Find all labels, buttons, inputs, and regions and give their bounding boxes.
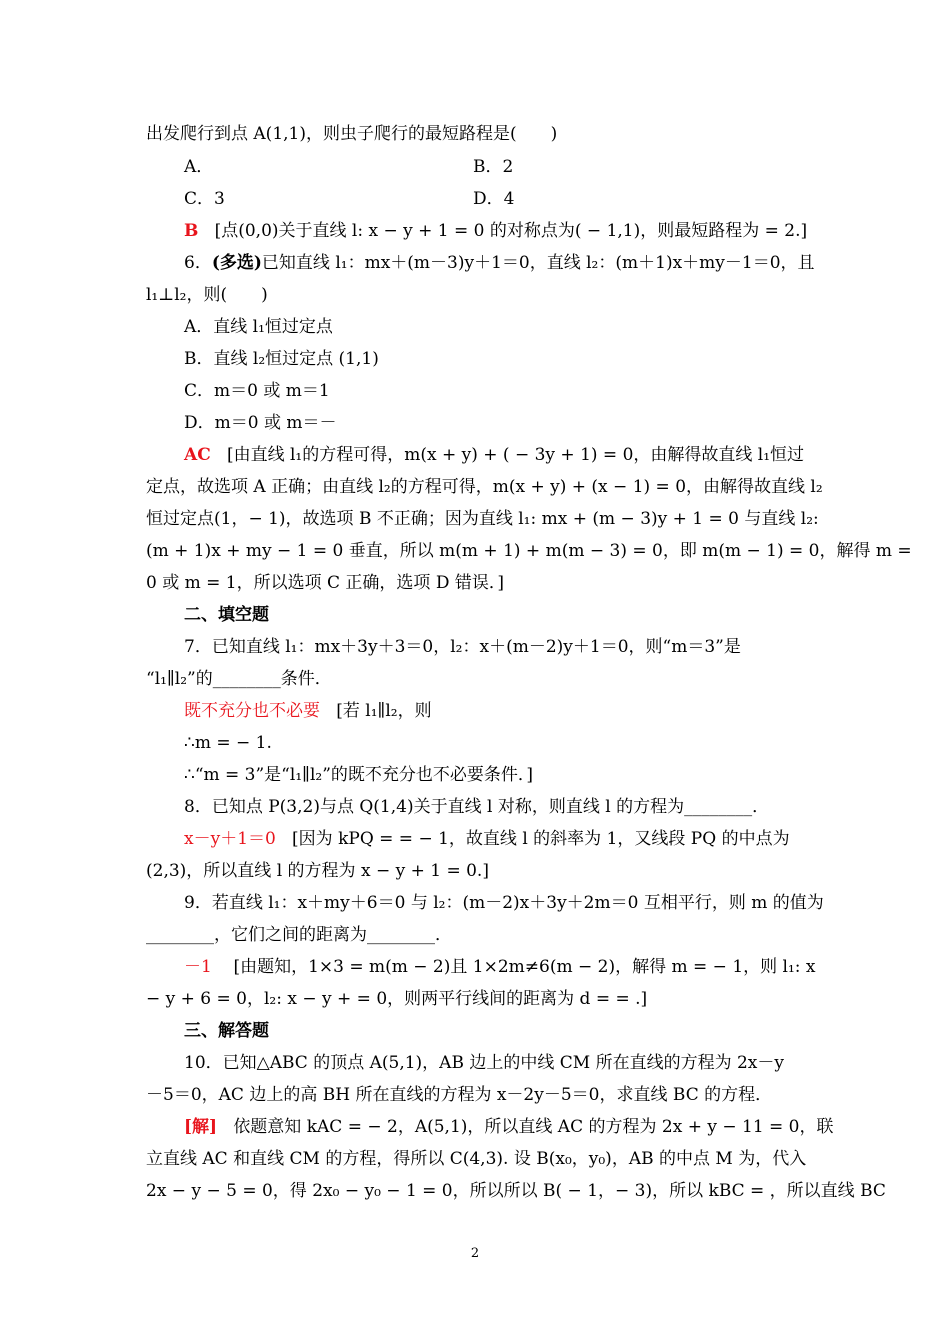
option-d: D．4	[473, 189, 515, 209]
answer-label: －1	[184, 957, 212, 977]
option-a: A．直线 l₁恒过定点	[184, 317, 333, 337]
page-number: 2	[470, 1246, 480, 1261]
question-9: 9．若直线 l₁：x＋my＋6＝0 与 l₂：(m－2)x＋3y＋2m＝0 互相平行，则 m 的值为	[184, 893, 824, 913]
text-line: 立直线 AC 和直线 CM 的方程，得所以 C(4,3). 设 B(x₀，y₀)，AB 的中点 M 为，代入	[146, 1149, 807, 1169]
text-line: “l₁∥l₂”的________条件．	[146, 669, 332, 689]
text-line: 出发爬行到点 A(1,1)，则虫子爬行的最短路程是( )	[146, 124, 558, 144]
option-b: B．直线 l₂恒过定点 (1,1)	[184, 349, 379, 369]
option-c: C．3	[184, 189, 225, 209]
text-line: 2x − y − 5 = 0，得 2x₀ − y₀ − 1 = 0，所以所以 B( − 1，− 3)，所以 kBC = ，所以直线 BC	[146, 1181, 886, 1201]
text-line: 0 或 m = 1，所以选项 C 正确，选项 D 错误．]	[146, 573, 504, 593]
answer-line	[184, 956, 816, 978]
text-line: l₁⊥l₂，则( )	[146, 285, 268, 305]
answer-label: 既不充分也不必要	[184, 701, 320, 721]
text-line: ∴“m = 3”是“l₁∥l₂”的既不充分也不必要条件．]	[184, 765, 534, 785]
section-heading: 二、填空题	[184, 605, 269, 625]
text-line: (m + 1)x + my − 1 = 0 垂直，所以 m(m + 1) + m(m − 3) = 0，即 m(m − 1) = 0，解得 m =	[146, 541, 912, 561]
option-b: B．2	[473, 157, 514, 177]
answer-text: [若 l₁∥l₂，则	[336, 701, 432, 721]
answer-line	[184, 1116, 834, 1138]
question-8: 8．已知点 P(3,2)与点 Q(1,4)关于直线 l 对称，则直线 l 的方程为________．	[184, 797, 770, 817]
answer-text: [由直线 l₁的方程可得，m(x + y) + ( − 3y + 1) = 0，由解得故直线 l₁恒过	[226, 445, 805, 465]
answer-text: [因为 kPQ = = − 1，故直线 l 的斜率为 1，又线段 PQ 的中点为	[292, 829, 790, 849]
answer-line	[184, 828, 790, 850]
text-line: (2,3)，所以直线 l 的方程为 x − y + 1 = 0.]	[146, 861, 489, 881]
question-10: 10．已知△ABC 的顶点 A(5,1)，AB 边上的中线 CM 所在直线的方程为 2x－y	[184, 1053, 784, 1073]
answer-line	[184, 444, 804, 466]
answer-line	[184, 700, 432, 722]
answer-label: B	[184, 221, 199, 241]
text-line: − y + 6 = 0，l₂: x − y + = 0，则两平行线间的距离为 d = = .]	[146, 989, 648, 1009]
option-a: A．	[184, 157, 214, 177]
text-line: 恒过定点(1，− 1)，故选项 B 不正确；因为直线 l₁: mx + (m − 3)y + 1 = 0 与直线 l₂:	[146, 509, 819, 529]
question-number: 6．	[184, 253, 212, 273]
text-line: ∴m = − 1.	[184, 733, 272, 753]
answer-line	[184, 220, 807, 242]
question-text: 已知直线 l₁：mx＋(m－3)y＋1＝0，直线 l₂：(m＋1)x＋my－1＝0，且	[261, 253, 815, 273]
answer-label: [解]	[184, 1117, 218, 1137]
text-line: －5＝0，AC 边上的高 BH 所在直线的方程为 x－2y－5＝0，求直线 BC 的方程．	[146, 1085, 773, 1105]
text-line: ________，它们之间的距离为________．	[146, 925, 452, 945]
answer-text: [由题知，1×3 = m(m − 2)且 1×2m≠6(m − 2)，解得 m = − 1，则 l₁: x	[233, 957, 816, 977]
answer-label: x－y＋1＝0	[184, 829, 276, 849]
question-tag: (多选)	[211, 253, 262, 273]
answer-label: AC	[184, 445, 211, 465]
option-c: C．m＝0 或 m＝1	[184, 381, 330, 401]
answer-text: 依题意知 kAC = − 2，A(5,1)，所以直线 AC 的方程为 2x + y − 11 = 0，联	[233, 1117, 834, 1137]
text-line: 定点，故选项 A 正确；由直线 l₂的方程可得，m(x + y) + (x − 1) = 0，由解得故直线 l₂	[146, 477, 823, 497]
section-heading: 三、解答题	[184, 1021, 269, 1041]
question-7: 7．已知直线 l₁：mx＋3y＋3＝0，l₂：x＋(m－2)y＋1＝0，则“m＝3”是	[184, 637, 741, 657]
question-6	[184, 252, 815, 274]
answer-text: [点(0,0)关于直线 l: x − y + 1 = 0 的对称点为( − 1,1)，则最短路程为 = 2.]	[214, 221, 808, 241]
option-d: D．m＝0 或 m＝－	[184, 413, 337, 433]
